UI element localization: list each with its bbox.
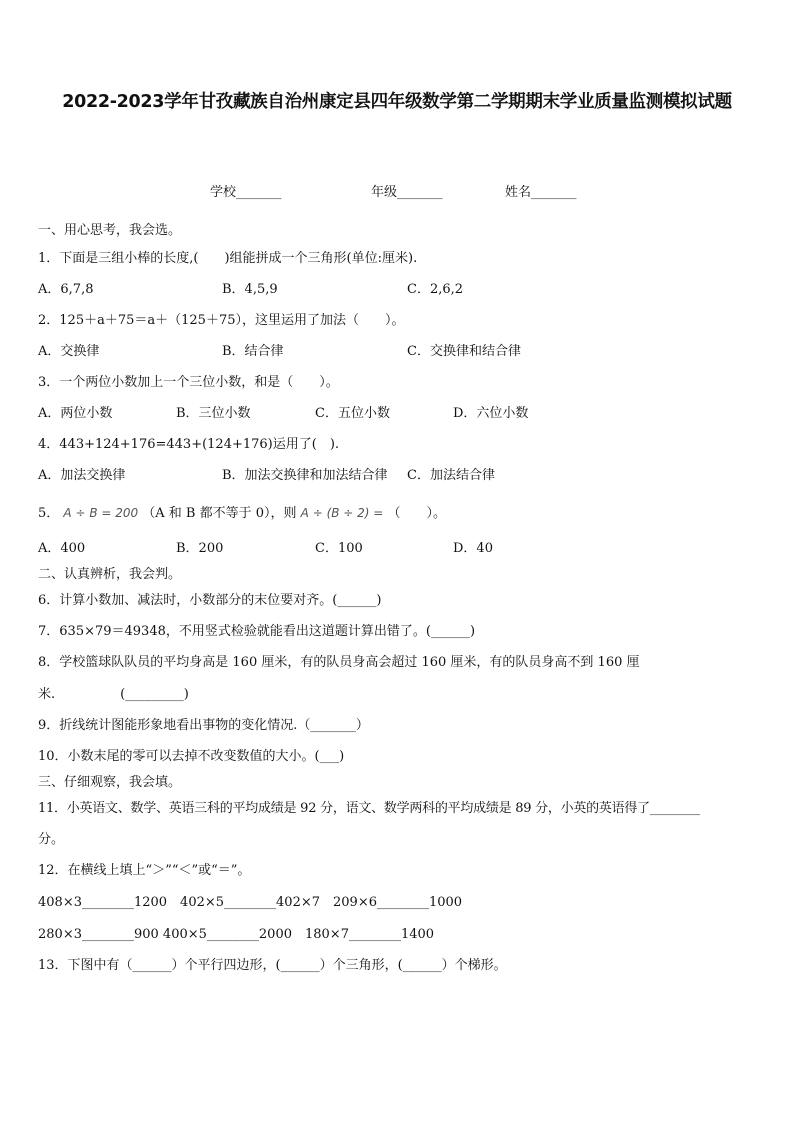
student-info-row (0, 181, 794, 201)
question-4-stem: 4．443+124+176=443+(124+176)运用了( ). (38, 437, 340, 452)
question-3-option-a: A．两位小数 (38, 406, 113, 421)
question-12-stem: 12．在横线上填上“＞”“＜”或“＝”。 (38, 863, 251, 878)
question-10: 10．小数末尾的零可以去掉不改变数值的大小。(___) (38, 749, 345, 764)
question-11-line-2: 分。 (38, 832, 65, 847)
question-5-stem (38, 504, 446, 523)
question-3-option-b: B．三位小数 (176, 406, 251, 421)
question-5-blank: （ ）。 (387, 506, 447, 521)
question-2-option-c: C．交换律和结合律 (407, 344, 521, 359)
question-3-option-c: C．五位小数 (315, 406, 390, 421)
question-2-option-a: A．交换律 (38, 344, 100, 359)
question-2-option-b: B．结合律 (222, 344, 284, 359)
question-7: 7．635×79＝49348，不用竖式检验就能看出这道题计算出错了。(______) (38, 624, 476, 639)
question-3-stem: 3．一个两位小数加上一个三位小数，和是（ ）。 (38, 375, 339, 390)
question-1-option-c: C．2,6,2 (407, 282, 464, 297)
question-4-option-c: C．加法结合律 (407, 468, 495, 483)
question-5-condition: （A 和 B 都不等于 0），则 (142, 506, 297, 521)
question-5-option-b: B．200 (176, 541, 224, 556)
name-field: 姓名_______ (505, 185, 577, 200)
question-4-option-a: A．加法交换律 (38, 468, 126, 483)
question-5-formula-2: A ÷ (B ÷ 2) = (300, 506, 384, 520)
page-title: 2022-2023学年甘孜藏族自治州康定县四年级数学第二学期期末学业质量监测模拟试题 (62, 92, 732, 112)
section-1-heading: 一、用心思考，我会选。 (38, 223, 182, 238)
question-1-option-b: B．4,5,9 (222, 282, 278, 297)
school-field: 学校_______ (210, 185, 282, 200)
question-2-stem: 2．125＋a＋75＝a＋（125＋75），这里运用了加法（ ）。 (38, 313, 405, 328)
question-8-line-1: 8．学校篮球队队员的平均身高是 160 厘米，有的队员身高会超过 160 厘米，有的队员身高不到 160 厘 (38, 655, 640, 670)
question-5-option-a: A．400 (38, 541, 86, 556)
question-6: 6．计算小数加、减法时，小数部分的末位要对齐。(______) (38, 593, 382, 608)
question-1-stem: 1．下面是三组小棒的长度,( )组能拼成一个三角形(单位:厘米). (38, 251, 418, 266)
question-5-option-c: C．100 (315, 541, 363, 556)
section-2-heading: 二、认真辨析，我会判。 (38, 567, 182, 582)
grade-field: 年级_______ (371, 185, 443, 200)
question-4-option-b: B．加法交换律和加法结合律 (222, 468, 388, 483)
question-5-option-d: D．40 (453, 541, 493, 556)
question-11-line-1: 11．小英语文、数学、英语三科的平均成绩是 92 分，语文、数学两科的平均成绩是 89 分，小英的英语得了________ (38, 801, 700, 816)
question-5-number: 5． (38, 506, 60, 521)
question-13: 13．下图中有（______）个平行四边形，(______）个三角形，(______）个梯形。 (38, 958, 507, 973)
question-12-row-2: 280×3________900 400×5________2000 180×7________1400 (38, 927, 435, 942)
question-1-option-a: A．6,7,8 (38, 282, 94, 297)
question-3-option-d: D．六位小数 (453, 406, 529, 421)
question-5-formula-1: A ÷ B = 200 (63, 506, 139, 520)
question-12-row-1: 408×3________1200 402×5________402×7 209×6________1000 (38, 895, 463, 910)
question-8-line-2: 米. (_________) (38, 687, 189, 702)
question-9: 9．折线统计图能形象地看出事物的变化情况.（_______） (38, 718, 369, 733)
section-3-heading: 三、仔细观察，我会填。 (38, 775, 182, 790)
